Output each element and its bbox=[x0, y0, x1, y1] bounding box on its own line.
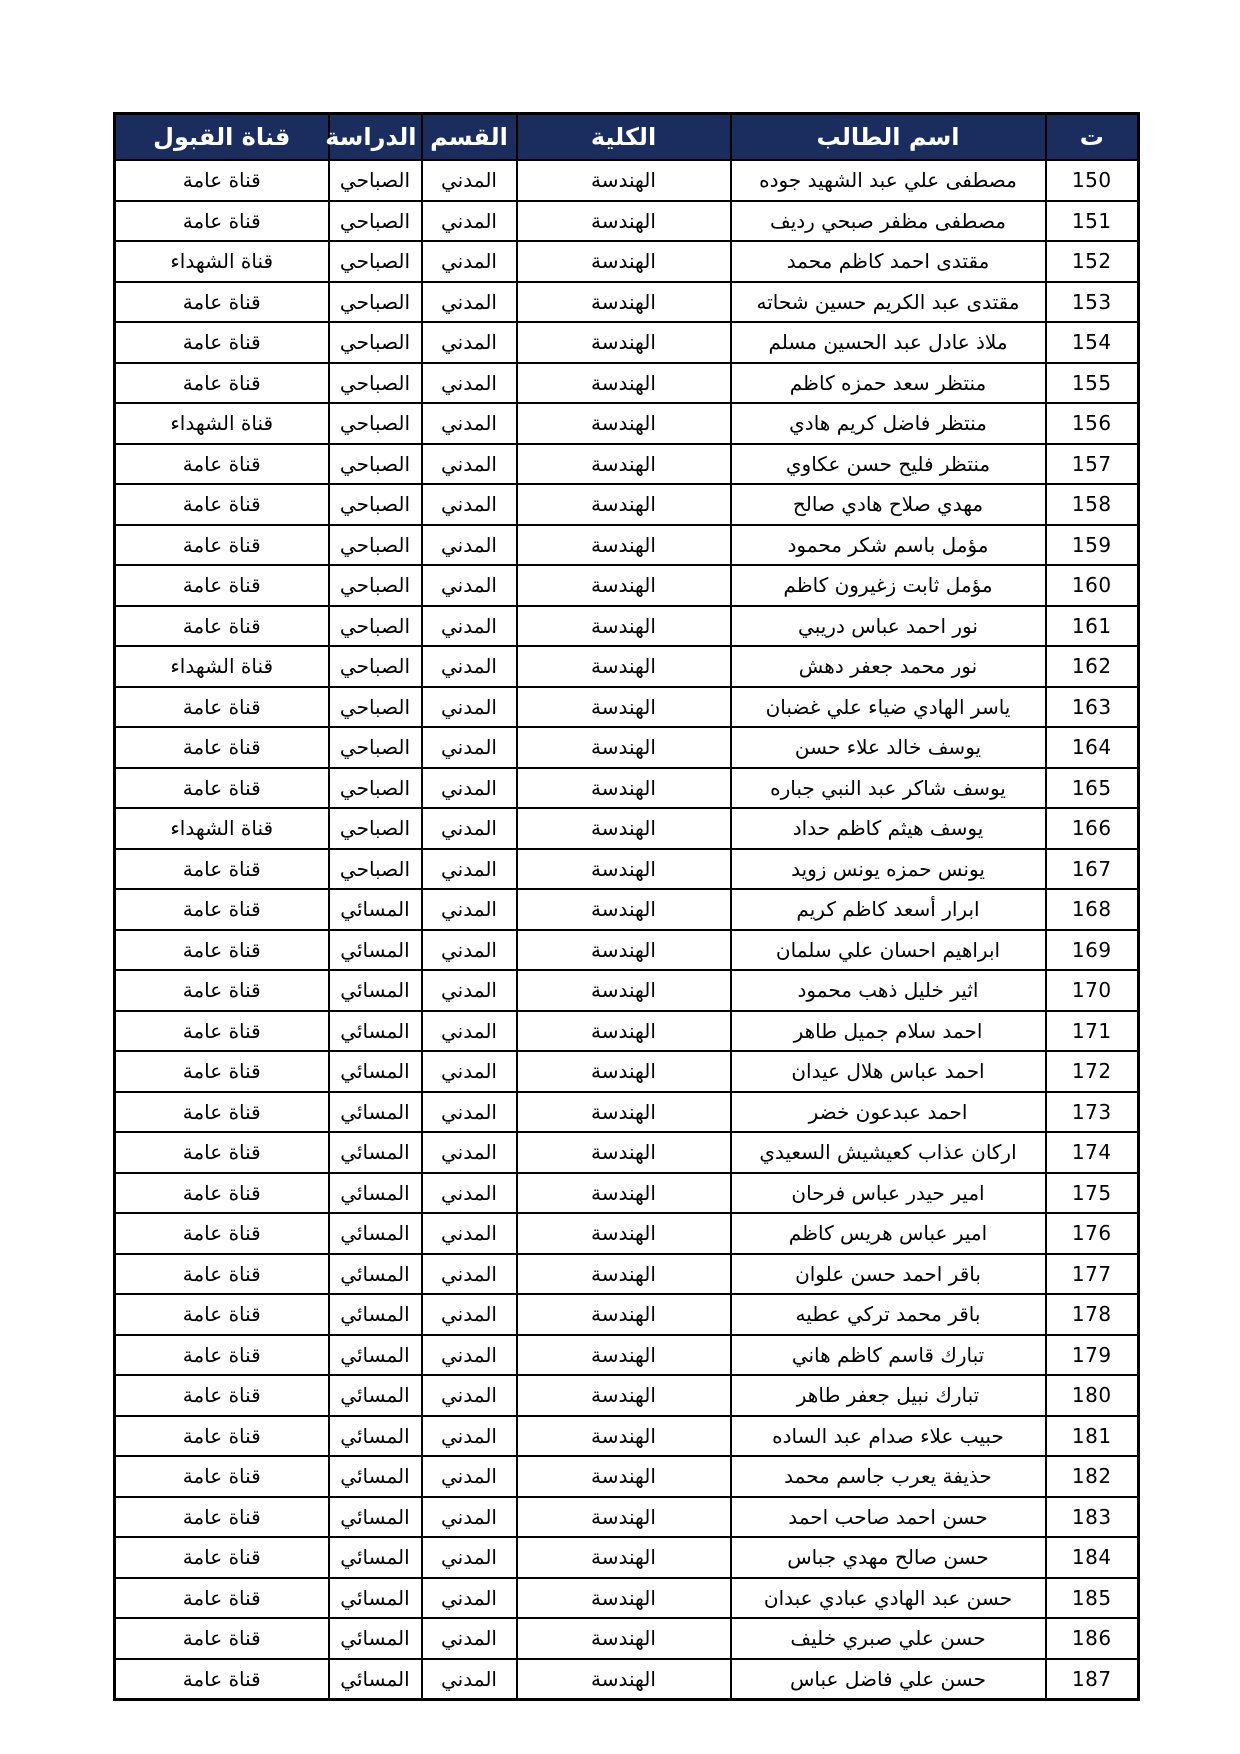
cell-department: المدني bbox=[422, 1011, 517, 1052]
cell-admission-channel: قناة عامة bbox=[115, 606, 329, 647]
cell-department: المدني bbox=[422, 363, 517, 404]
cell-department: المدني bbox=[422, 1254, 517, 1295]
cell-department: المدني bbox=[422, 160, 517, 201]
cell-admission-channel: قناة عامة bbox=[115, 1132, 329, 1173]
cell-study-type: الصباحي bbox=[329, 727, 422, 768]
cell-student-name: حسن عبد الهادي عبادي عبدان bbox=[731, 1578, 1046, 1619]
table-row bbox=[115, 1173, 1139, 1214]
cell-college: الهندسة bbox=[517, 160, 731, 201]
cell-study-type: المسائي bbox=[329, 889, 422, 930]
cell-department: المدني bbox=[422, 1051, 517, 1092]
table-row bbox=[115, 768, 1139, 809]
cell-admission-channel: قناة عامة bbox=[115, 1537, 329, 1578]
cell-student-name: امير حيدر عباس فرحان bbox=[731, 1173, 1046, 1214]
cell-college: الهندسة bbox=[517, 201, 731, 242]
table-row bbox=[115, 808, 1139, 849]
cell-college: الهندسة bbox=[517, 322, 731, 363]
cell-admission-channel: قناة عامة bbox=[115, 1294, 329, 1335]
cell-admission-channel: قناة عامة bbox=[115, 1213, 329, 1254]
cell-department: المدني bbox=[422, 727, 517, 768]
cell-department: المدني bbox=[422, 282, 517, 323]
cell-department: المدني bbox=[422, 1416, 517, 1457]
cell-index: 177 bbox=[1046, 1254, 1139, 1295]
cell-college: الهندسة bbox=[517, 687, 731, 728]
table-row bbox=[115, 1456, 1139, 1497]
cell-student-name: يوسف شاكر عبد النبي جباره bbox=[731, 768, 1046, 809]
cell-index: 165 bbox=[1046, 768, 1139, 809]
cell-student-name: منتظر فليح حسن عكاوي bbox=[731, 444, 1046, 485]
cell-student-name: مصطفى مظفر صبحي رديف bbox=[731, 201, 1046, 242]
cell-index: 155 bbox=[1046, 363, 1139, 404]
cell-study-type: الصباحي bbox=[329, 241, 422, 282]
table-row bbox=[115, 565, 1139, 606]
table-row bbox=[115, 1335, 1139, 1376]
cell-student-name: ابراهيم احسان علي سلمان bbox=[731, 930, 1046, 971]
table-row bbox=[115, 444, 1139, 485]
cell-index: 154 bbox=[1046, 322, 1139, 363]
table-row bbox=[115, 1659, 1139, 1700]
cell-admission-channel: قناة عامة bbox=[115, 1173, 329, 1214]
cell-department: المدني bbox=[422, 1578, 517, 1619]
cell-index: 162 bbox=[1046, 646, 1139, 687]
cell-study-type: المسائي bbox=[329, 1173, 422, 1214]
table-row bbox=[115, 930, 1139, 971]
cell-index: 186 bbox=[1046, 1618, 1139, 1659]
cell-index: 158 bbox=[1046, 484, 1139, 525]
cell-admission-channel: قناة عامة bbox=[115, 1051, 329, 1092]
cell-index: 180 bbox=[1046, 1375, 1139, 1416]
cell-college: الهندسة bbox=[517, 930, 731, 971]
cell-department: المدني bbox=[422, 930, 517, 971]
cell-college: الهندسة bbox=[517, 1578, 731, 1619]
header-cell-college: الكلية bbox=[517, 114, 731, 161]
cell-college: الهندسة bbox=[517, 606, 731, 647]
cell-department: المدني bbox=[422, 484, 517, 525]
cell-admission-channel: قناة عامة bbox=[115, 1578, 329, 1619]
table-row bbox=[115, 687, 1139, 728]
cell-student-name: احمد عباس هلال عيدان bbox=[731, 1051, 1046, 1092]
table-row bbox=[115, 1416, 1139, 1457]
cell-department: المدني bbox=[422, 768, 517, 809]
cell-admission-channel: قناة الشهداء bbox=[115, 646, 329, 687]
cell-admission-channel: قناة عامة bbox=[115, 970, 329, 1011]
cell-department: المدني bbox=[422, 403, 517, 444]
cell-department: المدني bbox=[422, 241, 517, 282]
table-row bbox=[115, 1294, 1139, 1335]
cell-study-type: المسائي bbox=[329, 1132, 422, 1173]
cell-study-type: المسائي bbox=[329, 930, 422, 971]
cell-college: الهندسة bbox=[517, 849, 731, 890]
cell-college: الهندسة bbox=[517, 768, 731, 809]
cell-student-name: نور محمد جعفر دهش bbox=[731, 646, 1046, 687]
cell-student-name: باقر احمد حسن علوان bbox=[731, 1254, 1046, 1295]
cell-department: المدني bbox=[422, 1132, 517, 1173]
cell-college: الهندسة bbox=[517, 1051, 731, 1092]
cell-student-name: حذيفة يعرب جاسم محمد bbox=[731, 1456, 1046, 1497]
cell-college: الهندسة bbox=[517, 1011, 731, 1052]
cell-admission-channel: قناة عامة bbox=[115, 1618, 329, 1659]
table-row bbox=[115, 201, 1139, 242]
cell-admission-channel: قناة عامة bbox=[115, 889, 329, 930]
table-body bbox=[115, 160, 1139, 1700]
header-row bbox=[115, 114, 1139, 161]
cell-admission-channel: قناة عامة bbox=[115, 201, 329, 242]
cell-department: المدني bbox=[422, 687, 517, 728]
cell-college: الهندسة bbox=[517, 241, 731, 282]
table-row bbox=[115, 1497, 1139, 1538]
cell-department: المدني bbox=[422, 1537, 517, 1578]
cell-study-type: الصباحي bbox=[329, 525, 422, 566]
cell-index: 168 bbox=[1046, 889, 1139, 930]
cell-admission-channel: قناة الشهداء bbox=[115, 808, 329, 849]
cell-study-type: المسائي bbox=[329, 970, 422, 1011]
cell-college: الهندسة bbox=[517, 970, 731, 1011]
cell-admission-channel: قناة عامة bbox=[115, 1335, 329, 1376]
cell-index: 175 bbox=[1046, 1173, 1139, 1214]
table-row bbox=[115, 1213, 1139, 1254]
cell-index: 156 bbox=[1046, 403, 1139, 444]
cell-student-name: مؤمل باسم شكر محمود bbox=[731, 525, 1046, 566]
table-row bbox=[115, 1375, 1139, 1416]
cell-index: 160 bbox=[1046, 565, 1139, 606]
cell-admission-channel: قناة عامة bbox=[115, 1659, 329, 1700]
cell-college: الهندسة bbox=[517, 889, 731, 930]
table-row bbox=[115, 525, 1139, 566]
cell-admission-channel: قناة عامة bbox=[115, 525, 329, 566]
cell-college: الهندسة bbox=[517, 1254, 731, 1295]
cell-student-name: ابرار أسعد كاظم كريم bbox=[731, 889, 1046, 930]
cell-index: 173 bbox=[1046, 1092, 1139, 1133]
cell-college: الهندسة bbox=[517, 1294, 731, 1335]
cell-college: الهندسة bbox=[517, 363, 731, 404]
cell-college: الهندسة bbox=[517, 1213, 731, 1254]
table-row bbox=[115, 1051, 1139, 1092]
header-cell-department: القسم bbox=[422, 114, 517, 161]
cell-study-type: المسائي bbox=[329, 1213, 422, 1254]
cell-study-type: المسائي bbox=[329, 1011, 422, 1052]
table-row bbox=[115, 1132, 1139, 1173]
cell-department: المدني bbox=[422, 1294, 517, 1335]
cell-student-name: باقر محمد تركي عطيه bbox=[731, 1294, 1046, 1335]
table-row bbox=[115, 1618, 1139, 1659]
table-row bbox=[115, 606, 1139, 647]
cell-department: المدني bbox=[422, 322, 517, 363]
table-row bbox=[115, 1254, 1139, 1295]
cell-college: الهندسة bbox=[517, 1335, 731, 1376]
cell-study-type: الصباحي bbox=[329, 849, 422, 890]
cell-college: الهندسة bbox=[517, 282, 731, 323]
cell-admission-channel: قناة عامة bbox=[115, 687, 329, 728]
cell-index: 174 bbox=[1046, 1132, 1139, 1173]
cell-study-type: الصباحي bbox=[329, 322, 422, 363]
table-row bbox=[115, 889, 1139, 930]
cell-admission-channel: قناة عامة bbox=[115, 565, 329, 606]
cell-college: الهندسة bbox=[517, 403, 731, 444]
cell-student-name: حسن علي فاضل عباس bbox=[731, 1659, 1046, 1700]
cell-department: المدني bbox=[422, 808, 517, 849]
cell-college: الهندسة bbox=[517, 1375, 731, 1416]
cell-study-type: الصباحي bbox=[329, 768, 422, 809]
cell-college: الهندسة bbox=[517, 525, 731, 566]
cell-study-type: المسائي bbox=[329, 1497, 422, 1538]
cell-index: 152 bbox=[1046, 241, 1139, 282]
cell-college: الهندسة bbox=[517, 1132, 731, 1173]
cell-index: 151 bbox=[1046, 201, 1139, 242]
cell-college: الهندسة bbox=[517, 808, 731, 849]
cell-student-name: مؤمل ثابت زغيرون كاظم bbox=[731, 565, 1046, 606]
cell-department: المدني bbox=[422, 1456, 517, 1497]
cell-admission-channel: قناة الشهداء bbox=[115, 241, 329, 282]
cell-index: 161 bbox=[1046, 606, 1139, 647]
cell-department: المدني bbox=[422, 1092, 517, 1133]
cell-student-name: ملاذ عادل عبد الحسين مسلم bbox=[731, 322, 1046, 363]
cell-department: المدني bbox=[422, 1618, 517, 1659]
cell-department: المدني bbox=[422, 444, 517, 485]
cell-admission-channel: قناة عامة bbox=[115, 1497, 329, 1538]
table-row bbox=[115, 1537, 1139, 1578]
cell-admission-channel: قناة عامة bbox=[115, 322, 329, 363]
cell-department: المدني bbox=[422, 1497, 517, 1538]
cell-study-type: الصباحي bbox=[329, 403, 422, 444]
cell-admission-channel: قناة عامة bbox=[115, 849, 329, 890]
cell-student-name: مقتدى عبد الكريم حسين شحاته bbox=[731, 282, 1046, 323]
cell-college: الهندسة bbox=[517, 484, 731, 525]
header-cell-study-type: الدراسة bbox=[329, 114, 422, 161]
cell-index: 184 bbox=[1046, 1537, 1139, 1578]
cell-study-type: الصباحي bbox=[329, 282, 422, 323]
cell-study-type: المسائي bbox=[329, 1618, 422, 1659]
cell-college: الهندسة bbox=[517, 1618, 731, 1659]
cell-college: الهندسة bbox=[517, 1659, 731, 1700]
cell-study-type: المسائي bbox=[329, 1416, 422, 1457]
cell-index: 176 bbox=[1046, 1213, 1139, 1254]
cell-college: الهندسة bbox=[517, 727, 731, 768]
header-cell-admission-channel: قناة القبول bbox=[115, 114, 329, 161]
cell-admission-channel: قناة عامة bbox=[115, 282, 329, 323]
cell-department: المدني bbox=[422, 1375, 517, 1416]
cell-study-type: المسائي bbox=[329, 1254, 422, 1295]
cell-study-type: الصباحي bbox=[329, 687, 422, 728]
cell-admission-channel: قناة عامة bbox=[115, 1456, 329, 1497]
cell-admission-channel: قناة عامة bbox=[115, 1254, 329, 1295]
cell-study-type: الصباحي bbox=[329, 606, 422, 647]
cell-index: 181 bbox=[1046, 1416, 1139, 1457]
cell-admission-channel: قناة عامة bbox=[115, 930, 329, 971]
table-row bbox=[115, 727, 1139, 768]
cell-study-type: المسائي bbox=[329, 1537, 422, 1578]
cell-department: المدني bbox=[422, 849, 517, 890]
cell-index: 179 bbox=[1046, 1335, 1139, 1376]
cell-college: الهندسة bbox=[517, 1416, 731, 1457]
cell-department: المدني bbox=[422, 1659, 517, 1700]
table-row bbox=[115, 322, 1139, 363]
cell-index: 182 bbox=[1046, 1456, 1139, 1497]
student-results-table bbox=[113, 112, 1140, 1701]
cell-department: المدني bbox=[422, 565, 517, 606]
table-row bbox=[115, 849, 1139, 890]
cell-student-name: امير عباس هريس كاظم bbox=[731, 1213, 1046, 1254]
cell-study-type: الصباحي bbox=[329, 363, 422, 404]
table-row bbox=[115, 1011, 1139, 1052]
header-cell-student-name: اسم الطالب bbox=[731, 114, 1046, 161]
cell-student-name: مصطفى علي عبد الشهيد جوده bbox=[731, 160, 1046, 201]
cell-student-name: اركان عذاب كعيشيش السعيدي bbox=[731, 1132, 1046, 1173]
cell-student-name: احمد سلام جميل طاهر bbox=[731, 1011, 1046, 1052]
cell-study-type: المسائي bbox=[329, 1051, 422, 1092]
table-row bbox=[115, 970, 1139, 1011]
cell-college: الهندسة bbox=[517, 1497, 731, 1538]
table-row bbox=[115, 1092, 1139, 1133]
cell-student-name: تبارك نبيل جعفر طاهر bbox=[731, 1375, 1046, 1416]
cell-college: الهندسة bbox=[517, 1173, 731, 1214]
cell-study-type: الصباحي bbox=[329, 160, 422, 201]
cell-admission-channel: قناة الشهداء bbox=[115, 403, 329, 444]
cell-student-name: يوسف هيثم كاظم حداد bbox=[731, 808, 1046, 849]
cell-index: 164 bbox=[1046, 727, 1139, 768]
cell-index: 163 bbox=[1046, 687, 1139, 728]
cell-department: المدني bbox=[422, 1335, 517, 1376]
cell-study-type: الصباحي bbox=[329, 484, 422, 525]
cell-admission-channel: قناة عامة bbox=[115, 1092, 329, 1133]
cell-student-name: مهدي صلاح هادي صالح bbox=[731, 484, 1046, 525]
cell-department: المدني bbox=[422, 201, 517, 242]
cell-department: المدني bbox=[422, 646, 517, 687]
table-row bbox=[115, 1578, 1139, 1619]
cell-index: 171 bbox=[1046, 1011, 1139, 1052]
cell-index: 167 bbox=[1046, 849, 1139, 890]
cell-college: الهندسة bbox=[517, 444, 731, 485]
cell-study-type: الصباحي bbox=[329, 565, 422, 606]
table-row bbox=[115, 403, 1139, 444]
cell-study-type: الصباحي bbox=[329, 646, 422, 687]
cell-student-name: ياسر الهادي ضياء علي غضبان bbox=[731, 687, 1046, 728]
cell-student-name: حسن صالح مهدي جباس bbox=[731, 1537, 1046, 1578]
cell-study-type: الصباحي bbox=[329, 201, 422, 242]
cell-index: 185 bbox=[1046, 1578, 1139, 1619]
cell-student-name: حسن علي صبري خليف bbox=[731, 1618, 1046, 1659]
cell-study-type: المسائي bbox=[329, 1335, 422, 1376]
cell-college: الهندسة bbox=[517, 1537, 731, 1578]
cell-student-name: منتظر فاضل كريم هادي bbox=[731, 403, 1046, 444]
table-row bbox=[115, 363, 1139, 404]
cell-student-name: احمد عبدعون خضر bbox=[731, 1092, 1046, 1133]
header-cell-index: ت bbox=[1046, 114, 1139, 161]
cell-index: 172 bbox=[1046, 1051, 1139, 1092]
cell-student-name: حبيب علاء صدام عبد الساده bbox=[731, 1416, 1046, 1457]
cell-index: 169 bbox=[1046, 930, 1139, 971]
cell-student-name: حسن احمد صاحب احمد bbox=[731, 1497, 1046, 1538]
cell-admission-channel: قناة عامة bbox=[115, 444, 329, 485]
cell-department: المدني bbox=[422, 1173, 517, 1214]
table-row bbox=[115, 241, 1139, 282]
cell-admission-channel: قناة عامة bbox=[115, 1416, 329, 1457]
table-row bbox=[115, 646, 1139, 687]
cell-admission-channel: قناة عامة bbox=[115, 1375, 329, 1416]
cell-college: الهندسة bbox=[517, 1092, 731, 1133]
cell-college: الهندسة bbox=[517, 565, 731, 606]
cell-admission-channel: قناة عامة bbox=[115, 160, 329, 201]
cell-study-type: المسائي bbox=[329, 1294, 422, 1335]
cell-study-type: الصباحي bbox=[329, 808, 422, 849]
cell-study-type: المسائي bbox=[329, 1578, 422, 1619]
cell-college: الهندسة bbox=[517, 646, 731, 687]
cell-admission-channel: قناة عامة bbox=[115, 768, 329, 809]
cell-study-type: المسائي bbox=[329, 1092, 422, 1133]
cell-admission-channel: قناة عامة bbox=[115, 1011, 329, 1052]
cell-index: 153 bbox=[1046, 282, 1139, 323]
cell-study-type: المسائي bbox=[329, 1375, 422, 1416]
cell-student-name: نور احمد عباس دريبي bbox=[731, 606, 1046, 647]
cell-department: المدني bbox=[422, 525, 517, 566]
cell-student-name: تبارك قاسم كاظم هاني bbox=[731, 1335, 1046, 1376]
cell-department: المدني bbox=[422, 1213, 517, 1254]
cell-department: المدني bbox=[422, 606, 517, 647]
cell-index: 159 bbox=[1046, 525, 1139, 566]
cell-index: 157 bbox=[1046, 444, 1139, 485]
table-row bbox=[115, 160, 1139, 201]
cell-index: 183 bbox=[1046, 1497, 1139, 1538]
cell-index: 187 bbox=[1046, 1659, 1139, 1700]
cell-student-name: يوسف خالد علاء حسن bbox=[731, 727, 1046, 768]
cell-index: 178 bbox=[1046, 1294, 1139, 1335]
cell-admission-channel: قناة عامة bbox=[115, 727, 329, 768]
cell-study-type: المسائي bbox=[329, 1659, 422, 1700]
cell-student-name: اثير خليل ذهب محمود bbox=[731, 970, 1046, 1011]
cell-admission-channel: قناة عامة bbox=[115, 363, 329, 404]
cell-study-type: المسائي bbox=[329, 1456, 422, 1497]
cell-student-name: يونس حمزه يونس زويد bbox=[731, 849, 1046, 890]
cell-student-name: منتظر سعد حمزه كاظم bbox=[731, 363, 1046, 404]
table-row bbox=[115, 282, 1139, 323]
table-row bbox=[115, 484, 1139, 525]
cell-index: 170 bbox=[1046, 970, 1139, 1011]
cell-department: المدني bbox=[422, 970, 517, 1011]
cell-index: 150 bbox=[1046, 160, 1139, 201]
cell-study-type: الصباحي bbox=[329, 444, 422, 485]
cell-index: 166 bbox=[1046, 808, 1139, 849]
cell-student-name: مقتدى احمد كاظم محمد bbox=[731, 241, 1046, 282]
cell-college: الهندسة bbox=[517, 1456, 731, 1497]
cell-admission-channel: قناة عامة bbox=[115, 484, 329, 525]
cell-department: المدني bbox=[422, 889, 517, 930]
